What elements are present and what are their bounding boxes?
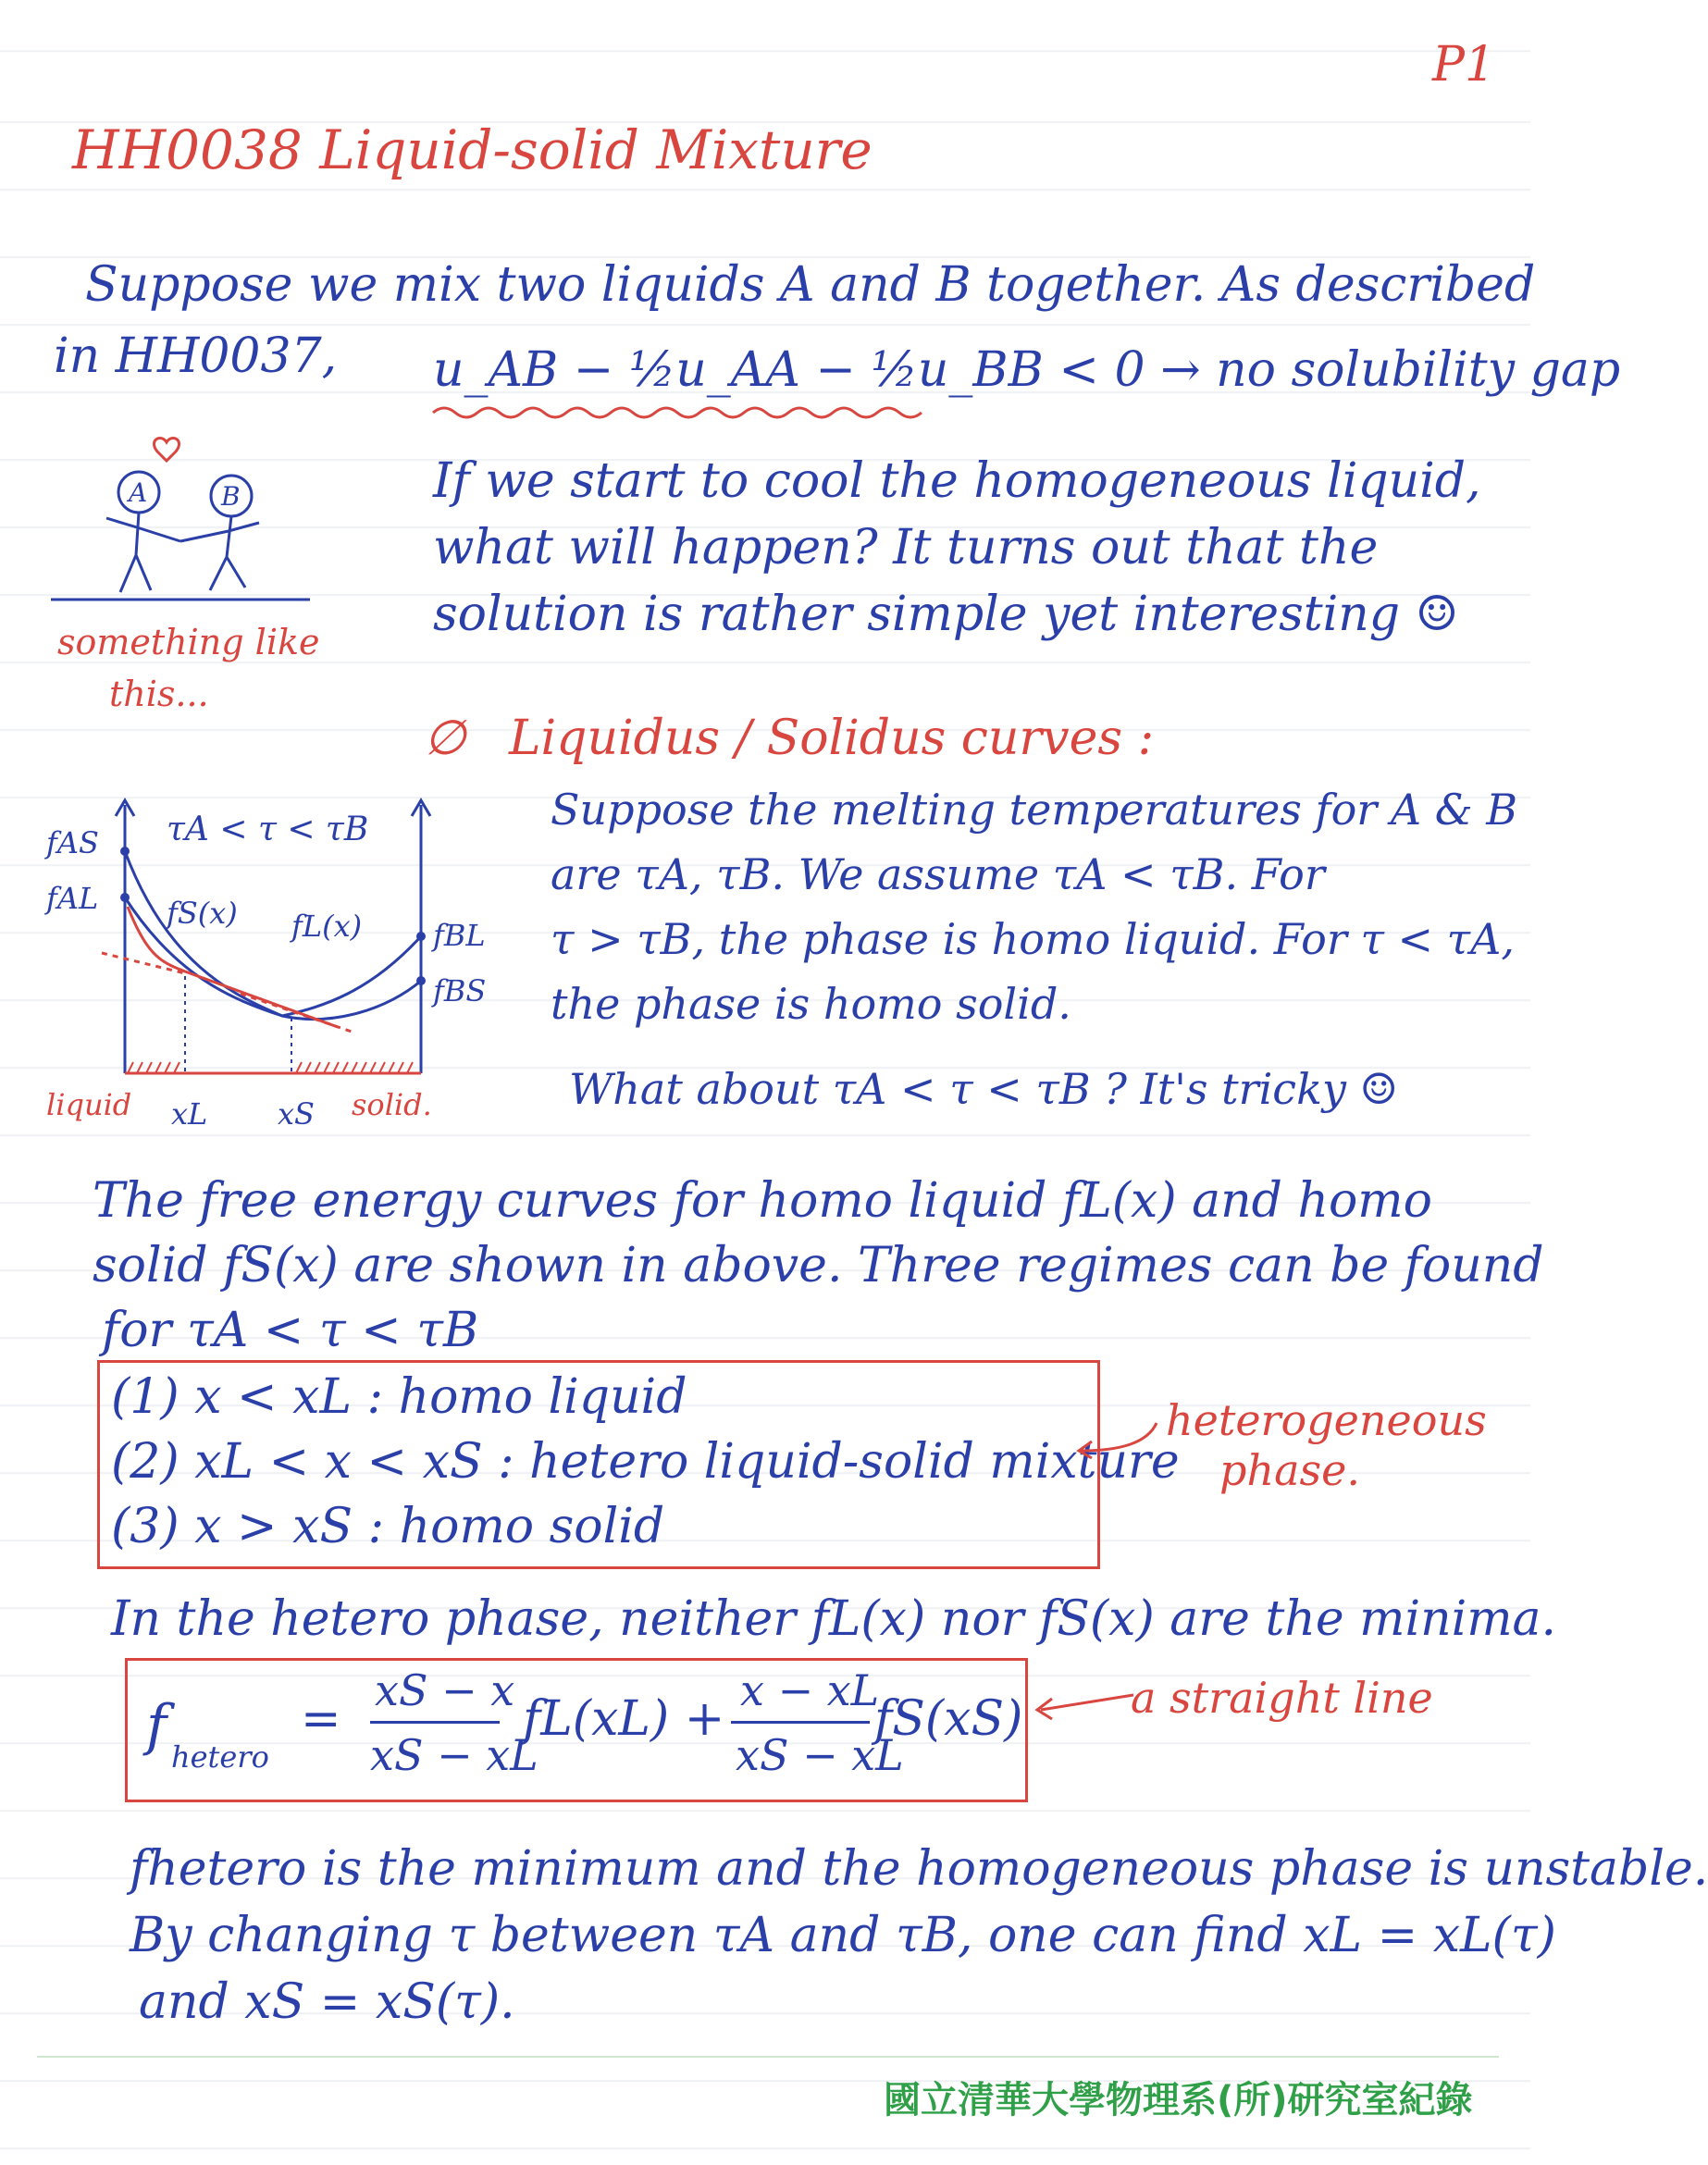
solubility-equation: u_AB − ½u_AA − ½u_BB < 0 → no solubility gap bbox=[433, 342, 1621, 398]
arrow-to-formula bbox=[1032, 1684, 1143, 1721]
cartoon-caption-1: something like bbox=[57, 622, 320, 662]
heart-icon bbox=[155, 438, 179, 461]
label-solid: solid. bbox=[352, 1087, 432, 1122]
intro-line-1: Suppose we mix two liquids A and B together. As described bbox=[85, 257, 1536, 313]
label-fas: fAS bbox=[46, 825, 99, 860]
free-energy-sketch bbox=[46, 796, 527, 1147]
intro-para-1: If we start to cool the homogeneous liquid, bbox=[433, 453, 1481, 509]
regime-1: (1) x < xL : homo liquid bbox=[111, 1369, 687, 1425]
regime-2: (2) xL < x < xS : hetero liquid-solid mixture bbox=[111, 1434, 1180, 1490]
cartoon-caption-2: this... bbox=[109, 674, 209, 714]
equation-underline bbox=[433, 405, 933, 424]
conclusion-line-3: and xS = xS(τ). bbox=[139, 1974, 515, 2030]
formula-term-2: fS(xS) bbox=[874, 1691, 1023, 1747]
melting-line-5: What about τA < τ < τB ? It's tricky ☺ bbox=[569, 1064, 1398, 1114]
formula-equals: = bbox=[301, 1691, 341, 1747]
hetero-phase-line: In the hetero phase, neither fL(x) nor fS(x) are the minima. bbox=[111, 1591, 1557, 1647]
page-number: P1 bbox=[1432, 37, 1496, 93]
intro-para-2: what will happen? It turns out that the bbox=[433, 520, 1379, 575]
hetero-note-1: heterogeneous bbox=[1166, 1395, 1487, 1445]
fraction-bar-2 bbox=[731, 1721, 870, 1724]
formula-num-2: x − xL bbox=[740, 1665, 880, 1715]
label-fal: fAL bbox=[46, 881, 99, 916]
label-xs: xS bbox=[278, 1096, 315, 1132]
cartoon-figures bbox=[51, 435, 328, 611]
arrow-to-regime bbox=[1073, 1416, 1166, 1462]
label-fbs: fBS bbox=[433, 973, 487, 1008]
formula-den-1: xS − xL bbox=[370, 1730, 538, 1780]
melting-line-4: the phase is homo solid. bbox=[551, 979, 1071, 1029]
person-b-label: B bbox=[221, 481, 241, 512]
straight-line-note: a straight line bbox=[1131, 1673, 1433, 1723]
conclusion-line-1: fhetero is the minimum and the homogeneous phase is unstable. bbox=[130, 1841, 1708, 1897]
label-liquid: liquid bbox=[46, 1087, 132, 1122]
formula-lhs: f bbox=[146, 1693, 167, 1758]
free-energy-line-1: The free energy curves for homo liquid fL(x) and homo bbox=[93, 1173, 1432, 1229]
formula-lhs-sub: hetero bbox=[171, 1739, 269, 1775]
formula-term-1: fL(xL) + bbox=[523, 1691, 725, 1747]
intro-line-2: in HH0037, bbox=[54, 328, 338, 384]
fraction-bar-1 bbox=[370, 1721, 500, 1724]
footer-rule bbox=[37, 2056, 1499, 2058]
graph-condition: τA < τ < τB bbox=[167, 810, 369, 848]
section-heading: Liquidus / Solidus curves : bbox=[509, 711, 1155, 766]
label-xl: xL bbox=[171, 1096, 208, 1132]
label-fl: fL(x) bbox=[291, 909, 363, 944]
intro-para-3: solution is rather simple yet interesting ☺ bbox=[433, 587, 1459, 642]
free-energy-line-3: for τA < τ < τB bbox=[102, 1303, 479, 1358]
melting-line-2: are τA, τB. We assume τA < τB. For bbox=[551, 849, 1325, 899]
solid-curve bbox=[125, 851, 421, 1020]
label-fbl: fBL bbox=[433, 918, 486, 953]
melting-line-3: τ > τB, the phase is homo liquid. For τ < τA, bbox=[551, 914, 1515, 964]
footer-institution: 國立清華大學物理系(所)研究室紀錄 bbox=[884, 2079, 1473, 2122]
page-title: HH0038 Liquid-solid Mixture bbox=[72, 118, 873, 181]
formula-num-1: xS − x bbox=[375, 1665, 515, 1715]
person-a-label: A bbox=[129, 477, 148, 508]
section-marker: ∅ bbox=[424, 711, 466, 766]
label-fs: fS(x) bbox=[167, 896, 238, 931]
free-energy-line-2: solid fS(x) are shown in above. Three regimes can be found bbox=[93, 1238, 1544, 1293]
regime-3: (3) x > xS : homo solid bbox=[111, 1499, 665, 1554]
hetero-note-2: phase. bbox=[1219, 1445, 1360, 1495]
conclusion-line-2: By changing τ between τA and τB, one can find xL = xL(τ) bbox=[130, 1908, 1556, 1963]
formula-den-2: xS − xL bbox=[736, 1730, 904, 1780]
melting-line-1: Suppose the melting temperatures for A & B bbox=[551, 785, 1518, 835]
